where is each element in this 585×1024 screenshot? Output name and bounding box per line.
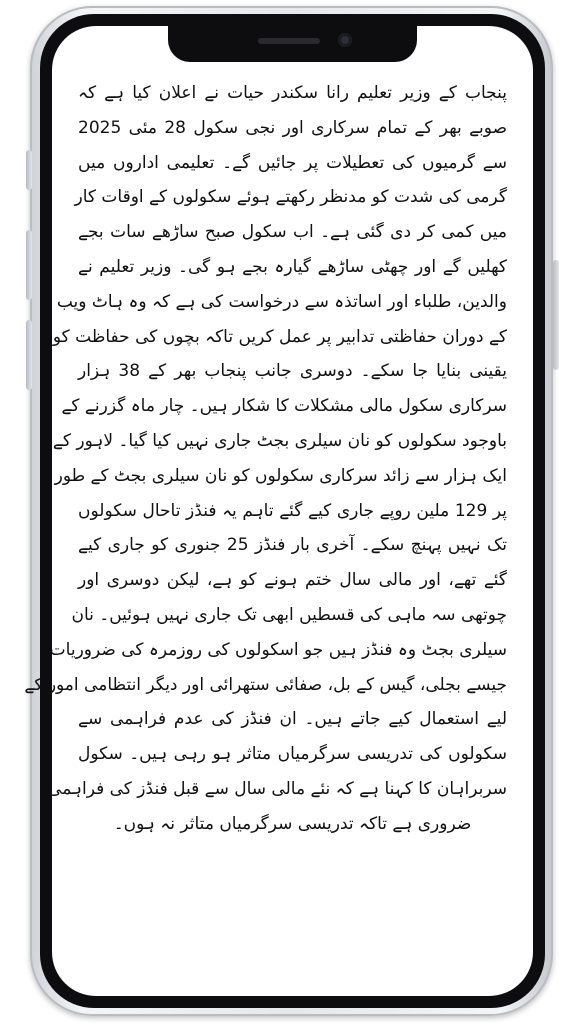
article-line: تک نہیں پہنچ سکے۔ آخری بار فنڈز 25 جنوری کو جاری کیے [78, 535, 507, 556]
article-line: سیلری بجٹ وہ فنڈز ہیں جو اسکولوں کی روزمرہ کی ضروریات [49, 639, 507, 660]
volume-up-button [26, 230, 32, 300]
mute-switch [26, 150, 32, 190]
phone-notch [168, 26, 417, 62]
article-line: سکولوں کی تدریسی سرگرمیاں متاثر ہو رہی ہیں۔ سکول [78, 744, 507, 765]
article-line: سے گرمیوں کی تعطیلات پر جائیں گے۔ تعلیمی اداروں میں [78, 152, 507, 173]
article-line: لیے استعمال کیے جاتے ہیں۔ ان فنڈز کی عدم فراہمی سے [78, 709, 507, 730]
article-line: گرمی کی شدت کو مدنظر رکھتے ہوئے سکولوں کے اوقات کار [74, 187, 507, 208]
article-line: پنجاب کے وزیر تعلیم رانا سکندر حیات نے اعلان کیا ہے کہ [78, 83, 507, 103]
article-line: گئے تھے، اور مالی سال ختم ہونے کو ہے، لیکن دوسری اور [78, 570, 507, 591]
article-line: سرکاری سکول مالی مشکلات کا شکار ہیں۔ چار ماہ گزرنے کے [61, 396, 507, 417]
article-line: صوبے بھر کے تمام سرکاری اور نجی سکول 28 مئی 2025 [78, 117, 507, 138]
article-line: والدین، طلباء اور اساتذہ سے درخواست کی ہے کہ وہ ہاٹ ویب [56, 291, 507, 312]
front-camera-icon [338, 33, 352, 47]
power-button [553, 260, 559, 370]
article-line: پر 129 ملین روپے جاری کیے گئے تاہم یہ فنڈز تاحال سکولوں [78, 500, 508, 521]
speaker-icon [258, 38, 320, 44]
article-line: ضروری ہے تاکہ تدریسی سرگرمیاں متاثر نہ ہوں۔ [113, 813, 472, 834]
article-line: میں کمی کر دی گئی ہے۔ اب سکول صبح ساڑھے سات بجے [78, 222, 507, 243]
article-line: سربراہان کا کہنا ہے کہ نئے مالی سال سے قبل فنڈز کی فراہمی [48, 778, 507, 799]
article-line: چوتھی سہ ماہی کی قسطیں ابھی تک جاری نہیں ہوئیں۔ نان [71, 604, 507, 625]
article-line: کے دوران حفاظتی تدابیر پر عمل کریں تاکہ بچوں کی حفاظت کو [52, 326, 507, 347]
article-line: ایک ہزار سے زائد سرکاری سکولوں کو نان سیلری بجٹ کے طور [54, 465, 507, 486]
article-line: باوجود سکولوں کو نان سیلری بجٹ جاری نہیں کیا گیا۔ لاہور کے [52, 430, 507, 451]
article-line: جیسے بجلی، گیس کے بل، صفائی ستھرائی اور دیگر انتظامی امور کے [24, 674, 507, 695]
article-line: یقینی بنایا جا سکے۔ دوسری جانب پنجاب بھر کے 38 ہزار [78, 361, 507, 382]
volume-down-button [26, 320, 32, 390]
article-text [24, 76, 508, 956]
article-line: کھلیں گے اور چھٹی ساڑھے گیارہ بجے ہو گی۔ وزیر تعلیم نے [78, 256, 507, 277]
